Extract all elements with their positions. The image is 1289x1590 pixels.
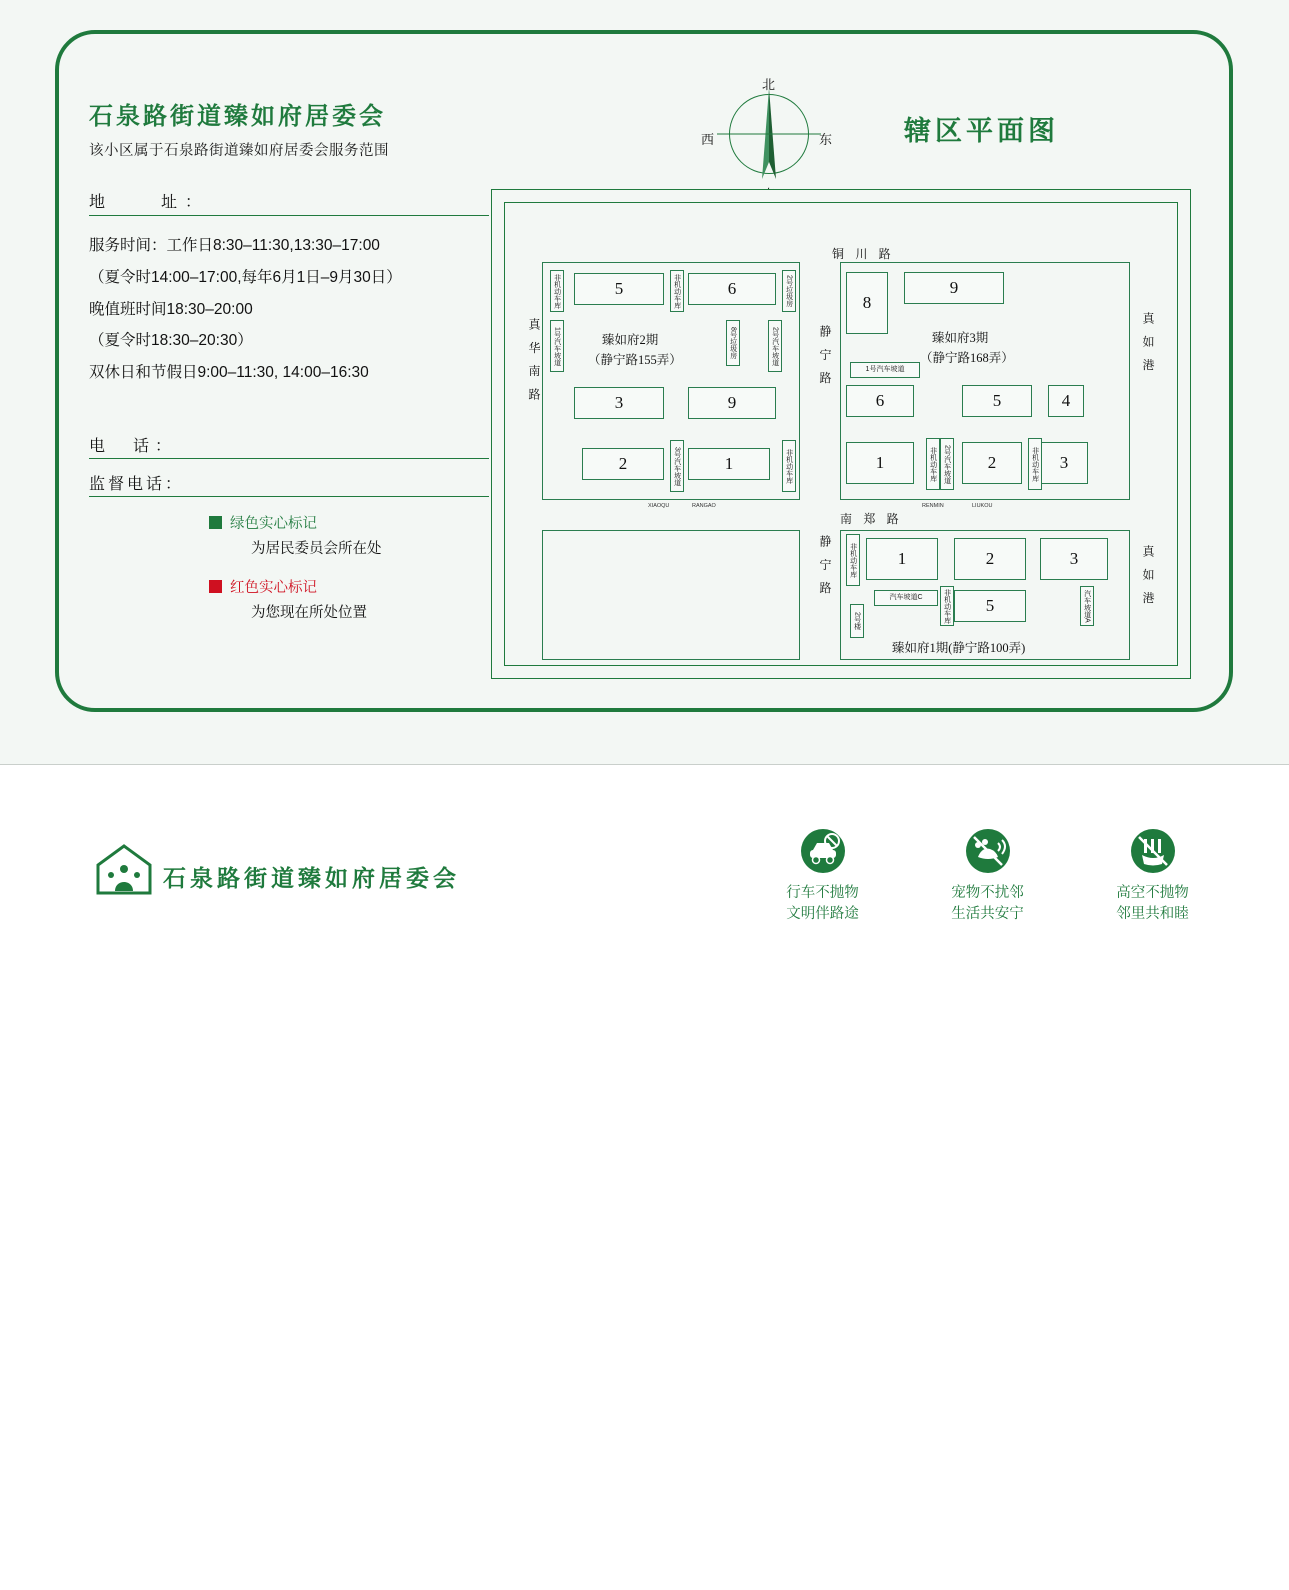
facility-block: 非机动车库: [846, 534, 860, 586]
service-line-5: 双休日和节假日9:00–11:30, 14:00–16:30: [89, 364, 369, 382]
slogan-item: [935, 827, 1040, 925]
footer: [0, 765, 1289, 1015]
footer-org-name: 石泉路街道臻如府居委会: [163, 866, 460, 892]
road-zhenrugang-top: 真 如 港: [1141, 312, 1155, 375]
legend-red-title: 红色实心标记: [230, 580, 317, 596]
address-label: 地 址：: [89, 194, 210, 211]
micro-label: XIAOQU: [648, 503, 670, 509]
building-block: 2: [582, 448, 664, 480]
service-hours: [89, 230, 489, 389]
slogan-line2: 文明伴路途: [786, 906, 859, 923]
slogan-list: [770, 827, 1205, 925]
legend-green-desc: 为居民委员会所在处: [251, 541, 382, 557]
road-zhenrugang-bottom: 真 如 港: [1141, 545, 1155, 608]
org-subtitle: 该小区属于石泉路街道臻如府居委会服务范围: [89, 143, 389, 159]
building-block: 6: [688, 273, 776, 305]
building-block: 1: [846, 442, 914, 484]
slogan-line1: 行车不抛物: [786, 885, 859, 901]
no-high-altitude-throwing-icon: [1129, 827, 1177, 875]
phone-row: 电 话：: [89, 429, 489, 459]
building-block: 2: [954, 538, 1026, 580]
building-block: 5: [954, 590, 1026, 622]
phase1-name: 臻如府1期(静宁路100弄): [892, 641, 1026, 655]
compass-needle-icon: [699, 74, 839, 204]
legend: [209, 512, 382, 640]
road-jingning-bottom: 静 宁 路: [818, 535, 832, 598]
building-block: 6: [846, 385, 914, 417]
slogan-line1: 高空不抛物: [1116, 885, 1189, 901]
facility-block: 2号汽车坡道: [768, 320, 782, 372]
address-block: [89, 189, 489, 389]
road-jingning-top: 静 宁 路: [818, 325, 832, 388]
building-block: 8: [846, 272, 888, 334]
micro-label: RENMIN: [922, 503, 944, 509]
red-square-icon: [209, 580, 222, 593]
building-block: 2: [962, 442, 1022, 484]
org-title: 石泉路街道臻如府居委会: [89, 102, 386, 130]
building-block: 5: [574, 273, 664, 305]
facility-block: 汽车坡道A: [1080, 586, 1094, 626]
facility-block: 非机动车库: [550, 270, 564, 312]
micro-label: RANGAO: [692, 503, 716, 509]
facility-block: 非机动车库: [1028, 438, 1042, 490]
facility-block: 3号汽车坡道: [670, 440, 684, 492]
facility-block: 汽车坡道C: [874, 590, 938, 606]
building-block: 3: [574, 387, 664, 419]
service-line-1: 服务时间：工作日8:30–11:30,13:30–17:00: [89, 237, 380, 254]
compass-rose: [699, 74, 839, 204]
slogan-item: [1100, 827, 1205, 925]
phase2-address: （静宁路155弄）: [588, 353, 682, 367]
address-row: [89, 189, 489, 216]
building-block: 1: [866, 538, 938, 580]
facility-block: 非机动车库: [940, 586, 954, 626]
road-nanzheng: 南 郑 路: [840, 512, 903, 526]
building-block: 3: [1040, 442, 1088, 484]
legend-item-green: [209, 512, 382, 558]
building-block: 9: [688, 387, 776, 419]
community-logo-icon: [95, 843, 153, 895]
organization-header: [89, 96, 489, 160]
supervise-phone-row: 监督电话：: [89, 467, 489, 497]
service-line-3: 晚值班时间18:30–20:00: [89, 300, 253, 318]
building-block: 4: [1048, 385, 1084, 417]
site-map: [491, 189, 1191, 679]
compass-north: 北: [762, 77, 776, 92]
road-tongchuan: 铜 川 路: [832, 247, 895, 261]
notice-board: [0, 0, 1289, 765]
facility-block: 1号汽车坡道: [850, 362, 920, 378]
slogan-line1: 宠物不扰邻: [951, 885, 1024, 901]
no-littering-from-vehicle-icon: [799, 827, 847, 875]
phase3-address: （静宁路168弄）: [920, 351, 1014, 365]
facility-block: 8号垃圾房: [726, 320, 740, 366]
pet-quiet-icon: [964, 827, 1012, 875]
road-zhenhua-south: 真 华 南 路: [527, 318, 541, 405]
green-square-icon: [209, 516, 222, 529]
service-line-2: （夏令时14:00–17:00,每年6月1日–9月30日）: [89, 268, 402, 286]
facility-block: 2号楼: [850, 604, 864, 638]
board-frame: [55, 30, 1233, 712]
facility-block: 1号汽车坡道: [550, 320, 564, 372]
building-block: 9: [904, 272, 1004, 304]
building-block: 5: [962, 385, 1032, 417]
compass-west: 西: [701, 132, 715, 147]
left-bottom-section: [542, 530, 800, 660]
phase3-name: 臻如府3期: [932, 331, 989, 345]
building-block: 1: [688, 448, 770, 480]
legend-red-desc: 为您现在所处位置: [251, 605, 367, 621]
micro-label: LIUKOU: [972, 503, 993, 509]
facility-block: 2号垃圾房: [782, 270, 796, 312]
page-title: 辖区平面图: [904, 116, 1059, 147]
compass-east: 东: [819, 132, 833, 147]
slogan-line2: 生活共安宁: [951, 906, 1024, 923]
phase2-name: 臻如府2期: [602, 333, 659, 347]
legend-green-title: 绿色实心标记: [230, 516, 317, 532]
facility-block: 非机动车库: [782, 440, 796, 492]
service-line-4: （夏令时18:30–20:30）: [89, 332, 253, 350]
slogan-line2: 邻里共和睦: [1116, 906, 1189, 923]
building-block: 3: [1040, 538, 1108, 580]
legend-item-red: [209, 576, 382, 622]
slogan-item: [770, 827, 875, 925]
facility-block: 非机动车库: [926, 438, 940, 490]
facility-block: 非机动车库: [670, 270, 684, 312]
phone-block: [89, 429, 489, 497]
facility-block: 2号汽车坡道: [940, 438, 954, 490]
